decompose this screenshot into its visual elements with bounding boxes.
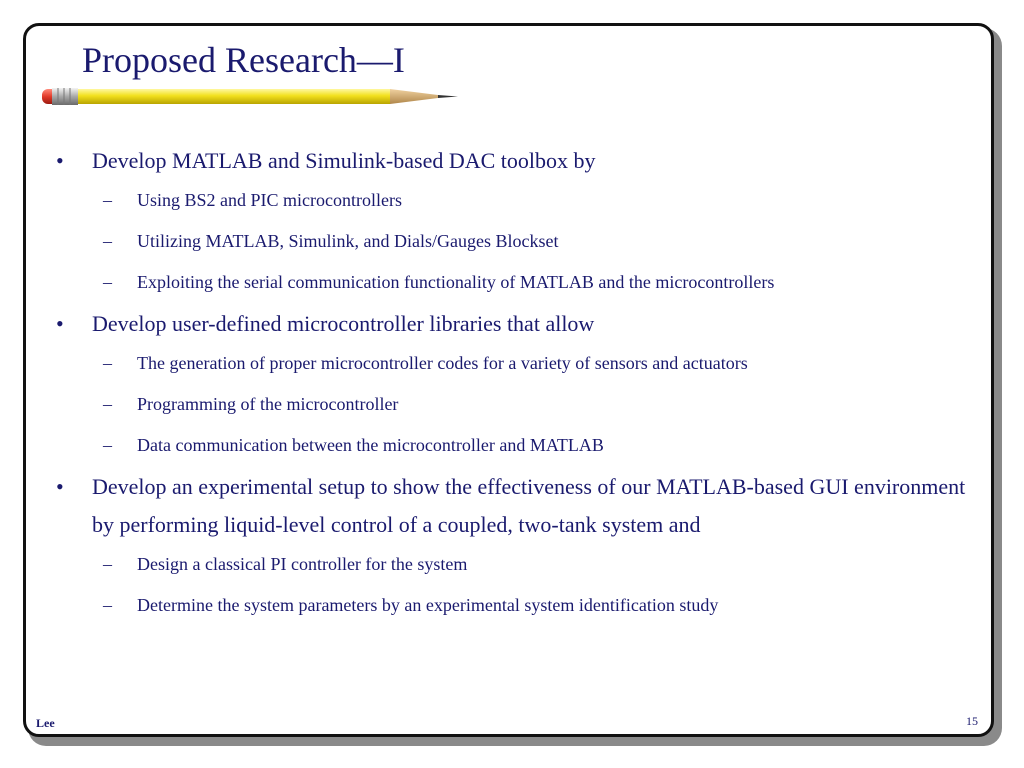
sub-text: Design a classical PI controller for the system xyxy=(137,554,468,574)
sub-text: Determine the system parameters by an experimental system identification study xyxy=(137,595,719,615)
pencil-icon xyxy=(40,84,460,108)
sub-item xyxy=(56,544,986,585)
sub-list xyxy=(56,180,986,303)
sub-item xyxy=(56,262,986,303)
bullet-text: Develop MATLAB and Simulink-based DAC toolbox by xyxy=(92,148,596,173)
sub-item xyxy=(56,585,986,626)
sub-text: Data communication between the microcontroller and MATLAB xyxy=(137,435,604,455)
page-number: 15 xyxy=(966,714,978,728)
sub-marker: – xyxy=(103,554,112,574)
sub-marker: – xyxy=(103,394,112,414)
sub-item xyxy=(56,343,986,384)
sub-item xyxy=(56,180,986,221)
sub-item xyxy=(56,221,986,262)
bullet-item xyxy=(56,142,986,180)
bullet-text: Develop an experimental setup to show the effectiveness of our MATLAB-based GUI environment by performing liquid-level control of a coupled, two-tank system and xyxy=(92,474,966,537)
sub-marker: – xyxy=(103,231,112,251)
sub-marker: – xyxy=(103,190,112,210)
sub-text: The generation of proper microcontroller codes for a variety of sensors and actuators xyxy=(137,353,748,373)
sub-marker: – xyxy=(103,272,112,292)
bullet-marker: • xyxy=(56,311,64,336)
sub-marker: – xyxy=(103,353,112,373)
bullet-marker: • xyxy=(56,148,64,173)
bullet-text: Develop user-defined microcontroller libraries that allow xyxy=(92,311,595,336)
sub-text: Using BS2 and PIC microcontrollers xyxy=(137,190,402,210)
bullet-item xyxy=(56,305,986,343)
sub-marker: – xyxy=(103,435,112,455)
sub-text: Programming of the microcontroller xyxy=(137,394,399,414)
sub-text: Exploiting the serial communication functionality of MATLAB and the microcontrollers xyxy=(137,272,775,292)
bullet-item xyxy=(56,468,986,544)
sub-list xyxy=(56,343,986,466)
slide-title: Proposed Research—I xyxy=(82,40,405,80)
slide-content xyxy=(56,142,986,628)
sub-text: Utilizing MATLAB, Simulink, and Dials/Gauges Blockset xyxy=(137,231,559,251)
sub-list xyxy=(56,544,986,626)
footer-author: Lee xyxy=(36,716,55,730)
sub-marker: – xyxy=(103,595,112,615)
sub-item xyxy=(56,384,986,425)
bullet-marker: • xyxy=(56,474,64,499)
sub-item xyxy=(56,425,986,466)
